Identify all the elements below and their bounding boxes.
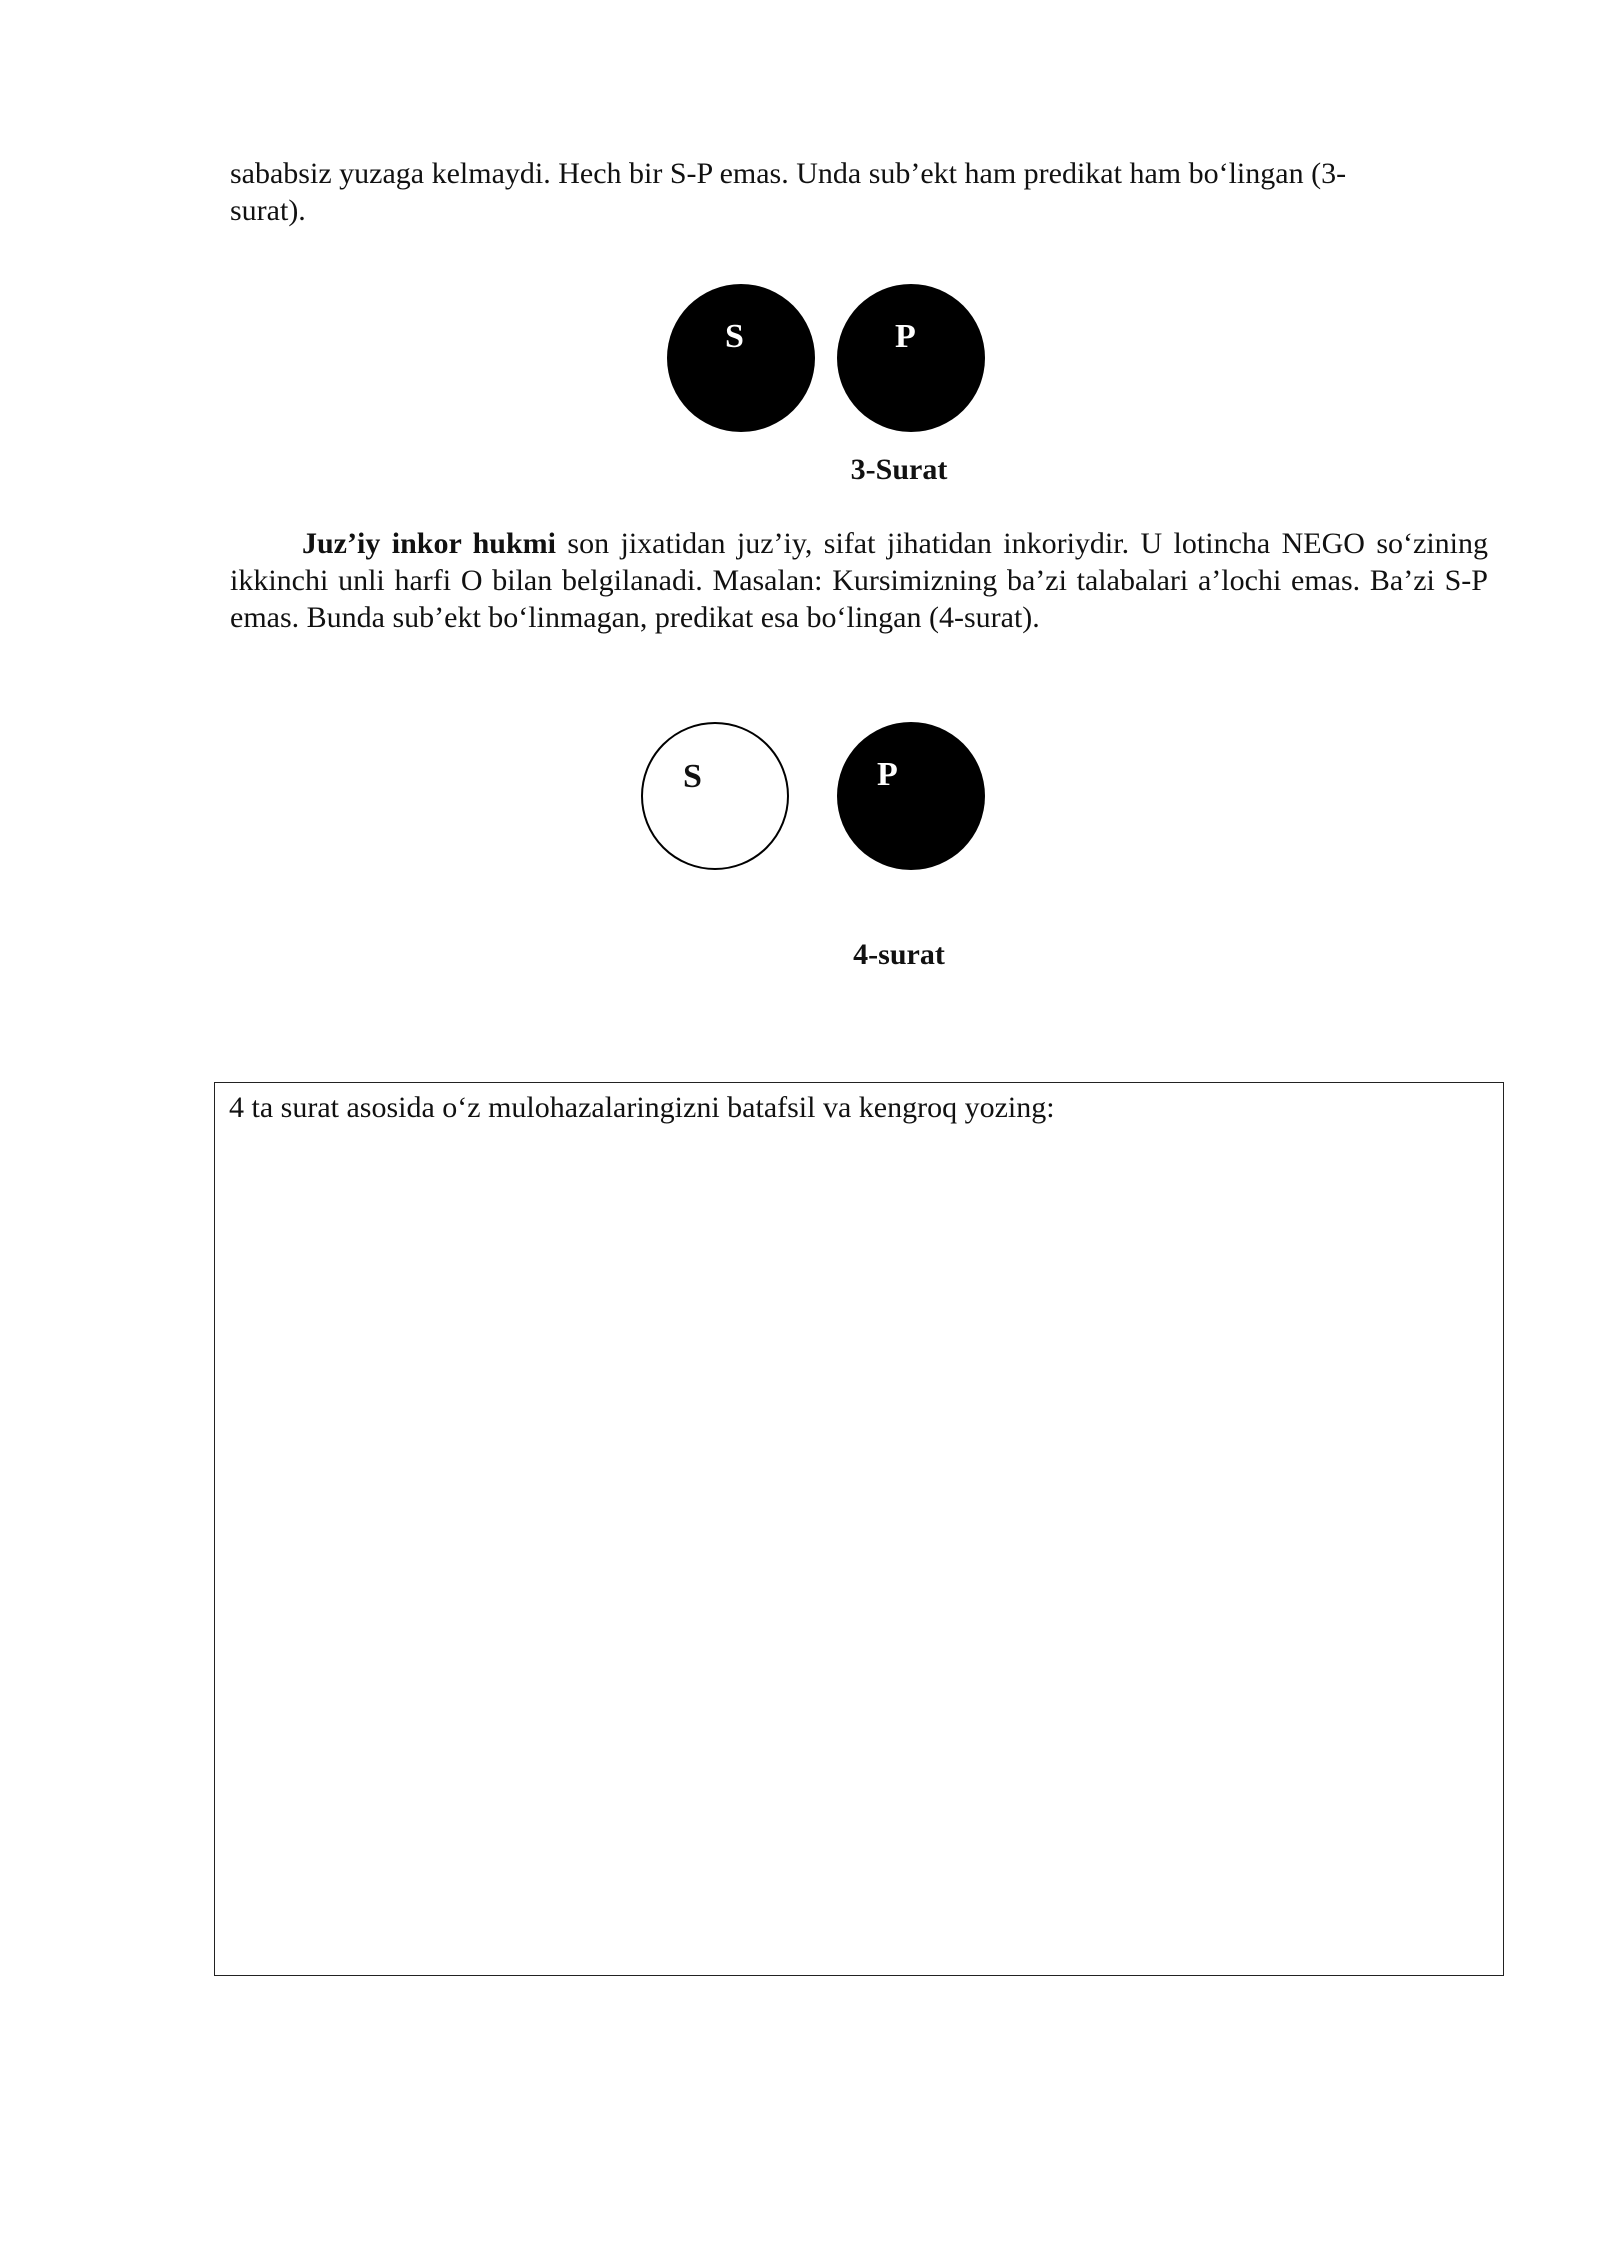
figure-3-circle-s [667,284,815,432]
paragraph-particular-negative-text [230,525,1488,636]
paragraph-intro [230,155,1488,229]
figure-4-caption: 4-surat [853,938,945,971]
figure-3-circle-p [837,284,985,432]
figure-3-caption: 3-Surat [850,453,948,486]
figure-4-circle-s [641,722,789,870]
paragraph-particular-negative [230,525,1488,636]
paragraph-intro-line-1: sababsiz yuzaga kelmaydi. Hech bir S-P emas. Unda sub’ekt ham predikat ham bo‘lingan (3- [230,157,1347,190]
figure-3-circle-p-label: P [895,318,916,355]
term-particular-negative: Juz’iy inkor hukmi [302,527,556,560]
figure-4-circle-p-label: P [877,756,898,793]
figure-3-circle-s-label: S [725,318,744,355]
answer-prompt: 4 ta surat asosida o‘z mulohazalaringizni batafsil va kengroq yozing: [229,1091,1055,1124]
figure-4-circle-s-label: S [683,758,702,795]
paragraph-intro-line-2: surat). [230,194,306,227]
figure-4-circle-p [837,722,985,870]
paragraph-particular-negative-body: son jixatidan juz’iy, sifat jihatidan inkoriydir. U lotincha NEGO so‘zining ikkinchi unli harfi O bilan belgilanadi. Masalan: Kursimizning ba’zi talabalari a’lochi emas. Ba’zi S-P emas. Bunda sub’ekt bo‘linmagan, predikat esa bo‘lingan (4-surat). [230,527,1488,634]
answer-box[interactable] [214,1082,1504,1976]
